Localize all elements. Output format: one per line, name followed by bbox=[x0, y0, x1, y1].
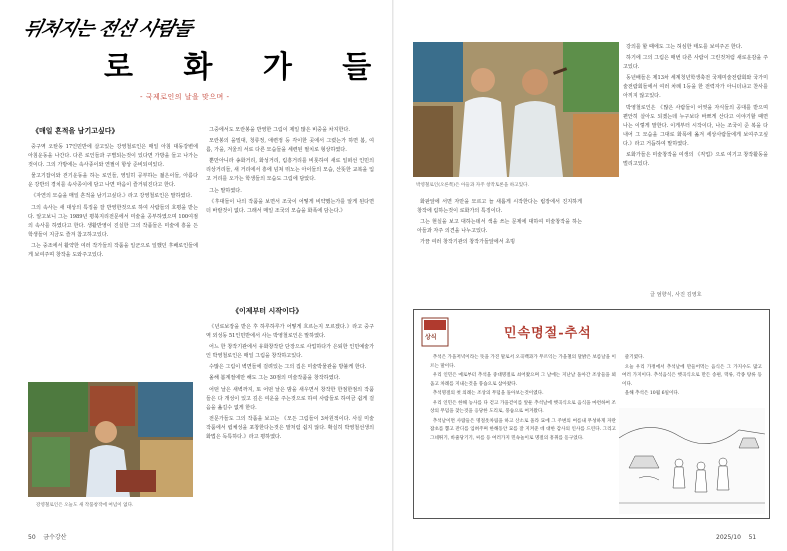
paragraph: 추석은 가을저녁이라는 뜻을 가진 말로서 오곡백과가 무르익는 가을철의 달밝은 보름날을 이르는 말이다. bbox=[430, 355, 616, 369]
headline-script-title: 뒤처지는 전선 사람들 bbox=[21, 18, 195, 40]
paragraph: 어떤 날은 새벽까지, 또 어떤 날은 밤을 새우면서 창작한 한점한점의 작품들은 다 개성이 있고 깊은 여운을 주는것으로 하여 사람들로 하여금 쉽게 걸음을 옮길수 없게 한다. bbox=[206, 386, 374, 411]
chuseok-illustration bbox=[619, 408, 765, 514]
paragraph: 《자연의 모습을 매일 흔적을 남기고싶다.》라고 강영철로인은 말하였다. bbox=[31, 193, 192, 200]
page-number: 51 bbox=[748, 534, 757, 541]
sidebar-column-2 bbox=[622, 354, 762, 402]
byline: 글 엄향식, 사진 김영호 bbox=[650, 292, 702, 298]
left-page bbox=[0, 0, 393, 551]
painters-discussion-illustration bbox=[413, 42, 619, 177]
paragraph: 박영철로인은 《많은 사람들이 어엿을 자식들의 공대를 받으며 편안히 살아도 되겠는데 누구보다 바쁘게 산다고 이야기할 때면 나는 이렇게 말한다. 이게부터 시작이다, 나는 조국이 준 복을 다 내어 그 모습을 그대로 화폭에 옮겨 세상사람들에게 보여주고싶다.》라고 거듭하여 말하였다. bbox=[623, 104, 768, 147]
paragraph: 우리 인민은 예로부터 추석을 중대명절로 쇠어왔으며 그 날에는 지난날 돌아간 조상들을 뵈옵고 차례를 지내는것을 풍습으로 삼아왔다. bbox=[430, 373, 616, 387]
paragraph: 《년로보장을 받은 후 하루하루가 어떻게 흐르는지 모르겠다.》라고 중구역 외성동 51인민반에서 사는 박영철로인은 말하였다. bbox=[206, 324, 374, 340]
right-photo-caption: 박영철로인(오른쪽)은 아들과 자주 창작토론을 하고있다. bbox=[416, 183, 529, 188]
sidebar-title: 민속명절-추석 bbox=[504, 326, 592, 341]
paragraph: 가끔 여러 창작기관의 창작가들앞에서 초빙 bbox=[420, 239, 516, 246]
paragraph: 그는 중조에서 활약한 여러 작가들의 작품을 일군으로 일했던 후배로인들에게 보여주며 창작을 도와주고있다. bbox=[28, 242, 198, 259]
photo-kang-yong-chol bbox=[28, 382, 193, 497]
paragraph: 어느 한 창작기관에서 유화창작단 단장으로 사업하다가 은퇴한 인민예술가인 박영철로인은 매일 그림을 창작하고있다. bbox=[206, 344, 374, 360]
paragraph: 하기에 그의 그림은 매번 다른 사람이 그린것처럼 새로운감을 주고있다. bbox=[623, 55, 768, 71]
headline-subtitle: - 국제로인의 날을 맞으며 - bbox=[140, 93, 230, 101]
paragraph: 모란봉의 을밀대, 청류정, 애련정 등 각이한 곳에서 그렸는가 하면 봄, 여름, 가을, 겨울의 서로 다른 모습들을 세련된 필치로 형상하였다. bbox=[206, 138, 374, 154]
paragraph: 추석명절의 첫 의례는 조상의 무덤을 돌아보는것이였다. bbox=[432, 391, 544, 396]
paragraph: 즐기였다. bbox=[624, 355, 644, 360]
sidebar-tag-label: 상식 bbox=[425, 334, 437, 341]
paragraph: 올해 추석은 10월 6일이다. bbox=[624, 391, 680, 396]
paragraph: 중구역 오탄동 17인민반에 살고있는 강영철로인은 매일 아침 대동강변에 아침운동을 나간다. 다른 로인들과 구별되는것이 있다면 가방을 들고 나가는것이다. 그의 가방에는 속사종이와 연필이 항상 준비되여있다. bbox=[28, 144, 198, 169]
section-1-title: 《매일 흔적을 남기고싶다》 bbox=[32, 126, 119, 135]
paragraph: 수많은 그림이 벽면들에 걸려있는 그의 집은 미술박물관을 방불케 한다. bbox=[209, 364, 367, 371]
left-footer bbox=[28, 532, 66, 541]
paragraph: 그중에서도 모란봉을 반영한 그림이 제일 많은 비중을 차지한다. bbox=[209, 127, 350, 133]
page-number: 50 bbox=[28, 534, 36, 541]
paragraph: 그는 말하였다. bbox=[209, 187, 242, 194]
left-column-2b bbox=[206, 323, 374, 523]
paragraph: 올해 봄계절에만 해도 그는 30점의 미술작품을 창작하였다. bbox=[209, 375, 341, 382]
section-2-title: 《이제부터 시작이다》 bbox=[232, 306, 303, 315]
right-footer bbox=[716, 534, 756, 541]
left-photo-caption: 강영철로인은 오늘도 새 작품창작에 여념이 없다. bbox=[36, 503, 134, 508]
painter-photo-illustration bbox=[28, 382, 193, 497]
paragraph: 그는 현실을 보고 대하는데서 색을 쓰는 문제에 대하여 미술창작을 하는 아들과 자주 의견을 나누고있다. bbox=[417, 219, 582, 235]
left-column-2 bbox=[206, 126, 374, 231]
paragraph: 로화가들은 미술창작을 여생의 《직업》으로 여기고 창작활동을 벌리고있다. bbox=[623, 152, 768, 168]
photo-pak-yong-chol bbox=[413, 42, 619, 177]
paragraph: 오늘 우리 가정에서 추석날에 만들어먹는 음식은 그 가지수도 많고 여러 가지이다. 추석음식은 햇곡식으로 만든 송편, 떡류, 각종 탕류 등이다. bbox=[622, 364, 762, 387]
chuseok-sidebar bbox=[413, 309, 770, 519]
paragraph: 《후대들이 나의 작품을 보면서 조국이 어떻게 비약했는가를 알게 된다면 더 바랄것이 없다. 그래서 매일 조국의 모습을 화폭에 담는다.》 bbox=[206, 198, 374, 214]
paragraph: 그의 속사는 새 대상의 특징을 잘 반영한것으로 하여 사람들의 호평을 받는다. 알고보니 그는 1989년 평북지리전문에서 미술을 공부하였으며 100여점의 속사를 하였다고 한다. 생활반영이 진실한 그의 작품들은 미술에 흥을 든 학생들이 지금도 즐겨 참고하고있다. bbox=[28, 204, 198, 238]
issue-date: 2025/10 bbox=[716, 534, 741, 541]
sidebar-column-1 bbox=[430, 354, 616, 514]
right-column-1 bbox=[417, 198, 582, 288]
headline-main-title: 로 화 가 들 bbox=[104, 50, 392, 85]
paragraph: 뿐만아니라 송화거리, 화성거리, 림흥거리를 비롯하여 새로 일떠선 인민의 리상거리들, 새 거리에서 흥에 넘쳐 뛰노는 아이들의 모습, 산뜻한 교복을 입고 거리를 오가는 학생들의 모습도 그림에 담았다. bbox=[206, 158, 374, 183]
left-column-1 bbox=[28, 143, 198, 373]
paragraph: 동년배들은 제13차 세계청년학생축전 국제미술전람회와 국가미술전람회들에서 여러 차례 1등을 한 전력자가 아니더냐고 찬사를 아끼지 않고있다. bbox=[623, 75, 768, 100]
sidebar-tag bbox=[421, 317, 449, 347]
folk-scene-drawing bbox=[619, 408, 765, 514]
paragraph: 화판앞에 서면 자만을 모르고 늘 새롭게 시작한다는 립장에서 진지하게 창작에 림하는것이 로화가의 특징이다. bbox=[417, 199, 582, 215]
paragraph: 강의를 할 때에도 그는 허심한 태도를 보여주곤 한다. bbox=[626, 44, 743, 50]
right-column-2 bbox=[623, 43, 768, 283]
magazine-name: 금수강산 bbox=[43, 534, 67, 541]
paragraph: 물고기잡이와 걷기운동을 하는 로인들, 영일히 공부하는 젊은이들, 아름다운 강반의 경치를 속사종이에 담고 나면 마음이 즐거워진다고 한다. bbox=[28, 173, 198, 189]
paragraph: 추석날이면 사람들은 명절옷차림을 하고 산소로 올라 묘에 그 주변의 여름내 무성하게 자란 잡초를 뽑고 잔디를 입혀주며 한해동안 묘를 잘 지켜준 데 대한 감사의 인사를 드린다. 그리고 그네뛰기, 바줄당기기, 씨름 등 여러가지 민속놀이로 명절의 흥취를 돋구었다. bbox=[430, 418, 616, 441]
paragraph: 전문가들도 그의 작품을 보고는 《모든 그림들이 3차원적이다. 사실 미술작품에서 립체성을 포창한다는것은 말처럼 쉽지 않다. 확실히 박영철선생의 화법은 독특하다.》라고 평하였다. bbox=[206, 415, 374, 441]
paragraph: 우리 인민은 한해 농사를 다 걷고 가을걷이를 앞둔 추석날에 햇곡식으로 음식을 마련하여 조상의 무덤을 찾는것을 응당한 도리로, 풍습으로 여겨왔다. bbox=[430, 400, 616, 414]
